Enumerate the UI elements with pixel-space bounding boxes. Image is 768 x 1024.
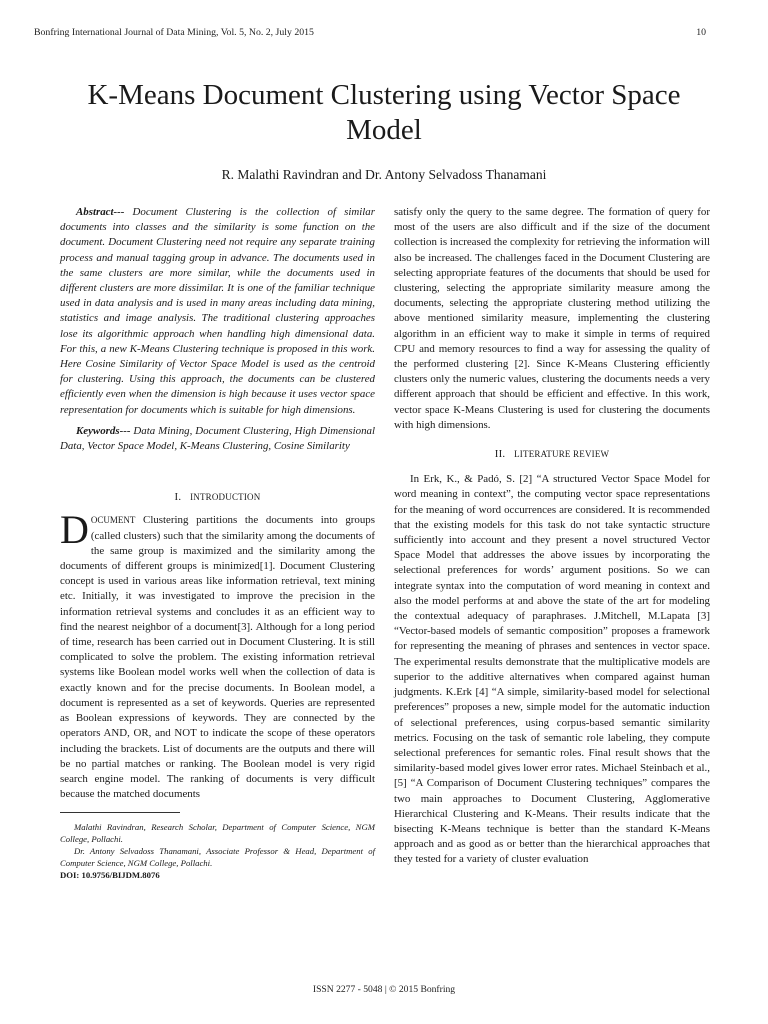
abstract: [60, 205, 375, 418]
section-numeral: II.: [494, 448, 506, 461]
keywords: [60, 424, 375, 454]
section-numeral: I.: [174, 491, 182, 504]
introduction-continued: satisfy only the query to the same degree. The formation of query for most of the users are also difficult and if the size of the document collection is increased the complexity for retrieving the information will also be increased. The challenges faced in the Document Clustering are selecting appropriate features of the documents that should be used for clustering, selecting the appropriate similarity measure among the documents, selecting the appropriate clustering method utilizing the above mentioned similarity measure, implementing the clustering algorithm in an efficient way to make it simple in terms of required CPU and memory resources to find a way for assessing the quality of the performed clustering [2]. Since K-Means Clustering efficiently clusters only the numeric values, clustering the documents needs a very different approach that should be efficient and effective. In this work, vector space K-Means Clustering is used for clustering the documents with high dimensions.: [394, 206, 710, 431]
footnote-author-2: Dr. Antony Selvadoss Thanamani, Associate Professor & Head, Department of Computer Science, NGM College, Pollachi.: [60, 846, 375, 869]
literature-review-text: In Erk, K., & Padó, S. [2] “A structured Vector Space Model for word meaning in context”, the computing vector space representations for the meaning of word occurrences are considered. It is recommended that the existing models for this task do not take syntactic structure sufficiently into account and they present a novel structured Vector Space Model that addresses the above issues by incorporating the selectional preferences for words’ argument positions. So we can integrate syntax into the computation of word meaning in context and also the model performs at and above the state of the art for modeling the contextual adequacy of paraphrases. J.Mitchell, M.Lapata [3] “Vector-based models of semantic composition” proposes a framework for representing the meaning of phrases and sentences in vector space. The experimental results demonstrate that the multiplicative models are superior to the additive alternatives when compared against human judgments. K.Erk [4] “A simple, similarity-based model for selectional preferences” proposes a new, simple model for the automatic induction of selectional preferences, using corpus-based semantic similarity metrics. Focusing on the task of semantic role labeling, they compute selectional preferences for semantic roles. Final result shows that the similarity-based model gives lower error rates. Michael Steinbach et al.,[5] “A Comparison of Document Clustering techniques” compares the two main approaches to Document Clustering, Agglomerative Hierarchical Clustering and K-Means. Their results indicate that the bisecting K-Means technique is better than the standard K-Means approach and as good as or better than the hierarchical approaches that they tested for a variety of cluster evaluation: [394, 473, 710, 866]
keywords-label: Keywords---: [76, 424, 131, 437]
footnote-rule: [60, 812, 180, 813]
introduction-text: Clustering partitions the documents into groups (called clusters) such that the similarity among the documents of the same group is maximized and the similarity among the documents of different groups is minimized[1]. Document Clustering concept is used in various areas like information retrieval, text mining etc. Initially, it was investigated to improve the precision in the information retrieval systems and concludes it as an efficient way to find the nearest neighbor of a document[3]. Although for a long period of time, research has been carried out in Document Clustering. It is still complicated to solve the problem. The existing information retrieval systems like Boolean model works well when the collection of data is exactly known and for the precise documents. In Boolean model, a document is represented as a set of keywords. Queries are represented as Boolean expressions of keywords. They are connected by the operators AND, OR, and NOT to indicate the scope of these operators including the brackets. List of documents are the outputs and there will be no partial matches or ranking. The Boolean model is very rigid search engine model. The ranking of documents is very difficult because the matched documents: [60, 514, 375, 801]
left-column: [60, 205, 375, 881]
running-header: [34, 27, 706, 38]
drop-cap: D: [60, 507, 89, 553]
section-heading-introduction: [60, 490, 375, 505]
paper-title: K-Means Document Clustering using Vector Space Model: [87, 79, 681, 146]
section-heading-literature-review: [394, 447, 710, 462]
introduction-paragraph: [60, 507, 375, 802]
page-footer: ISSN 2277 - 5048 | © 2015 Bonfring: [312, 984, 456, 995]
lead-word: OCUMENT: [90, 515, 136, 526]
journal-citation: Bonfring International Journal of Data Mining, Vol. 5, No. 2, July 2015: [34, 27, 314, 38]
page-number: 10: [696, 27, 706, 38]
right-column: [394, 205, 710, 868]
doi-line: DOI: 10.9756/BIJDM.8076: [60, 870, 160, 881]
abstract-text: Document Clustering is the collection of similar documents into classes and the similarity is some function on the document. Document Clustering need not require any separate training process and manual tagging group in advance. The documents used in the same clusters are more similar, while the documents used in different clusters are more dissimilar. It is one of the familiar technique used in data analysis and is used in many areas including data mining, statistics and image analysis. The traditional clustering approaches lose its algorithmic approach when handling high dimensional data. For this, a new K-Means Clustering technique is proposed in this work. Here Cosine Similarity of Vector Space Model is used as the centroid for clustering. Using this approach, the documents can be clustered efficiently even when the dimension is high because it uses vector space representation for documents which is suitable for high dimensions.: [60, 206, 375, 416]
keywords-text: Data Mining, Document Clustering, High Dimensional Data, Vector Space Model, K-Means Clustering, Cosine Similarity: [60, 424, 375, 453]
abstract-label: Abstract---: [76, 206, 125, 218]
footnote-author-1: Malathi Ravindran, Research Scholar, Department of Computer Science, NGM College, Pollachi.: [60, 822, 375, 845]
section-title: INTRODUCTION: [190, 492, 261, 503]
section-title: LITERATURE REVIEW: [514, 449, 610, 460]
author-line: R. Malathi Ravindran and Dr. Antony Selvadoss Thanamani: [221, 167, 547, 182]
